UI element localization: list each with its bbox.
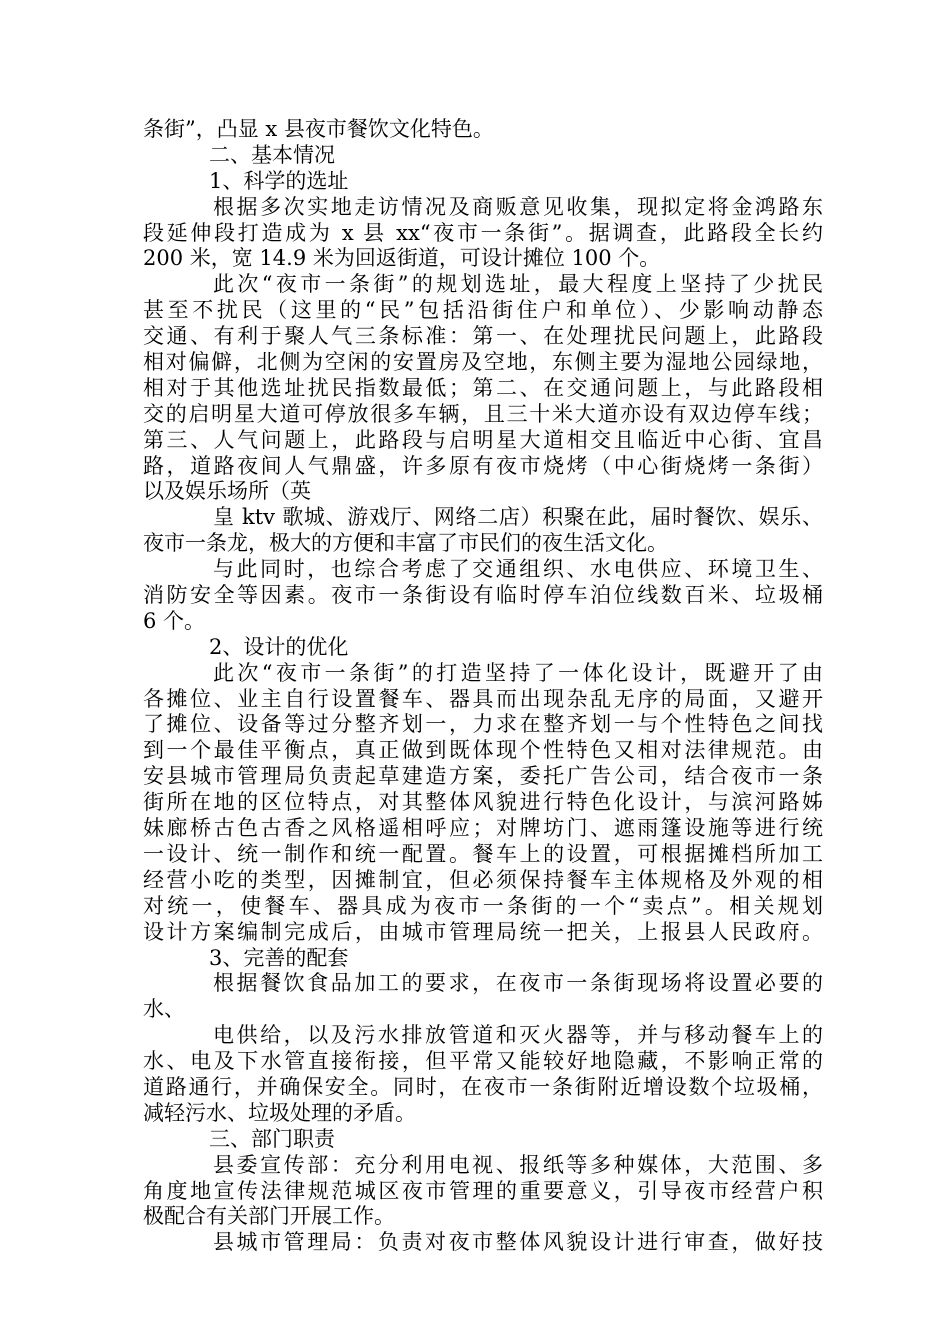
text-line: 到一个最佳平衡点，真正做到既体现个性特色又相对法律规范。由: [143, 738, 823, 763]
text-line: 减轻污水、垃圾处理的矛盾。: [143, 1100, 416, 1125]
text-line: 消防安全等因素。夜市一条街设有临时停车泊位线数百米、垃圾桶: [143, 583, 823, 608]
text-line: 角度地宣传法律规范城区夜市管理的重要意义，引导夜市经营户积: [143, 1178, 823, 1203]
document-page: [143, 117, 823, 1256]
text-line: 县委宣传部：充分利用电视、报纸等多种媒体，大范围、多: [213, 1152, 823, 1177]
text-line: 街所在地的区位特点，对其整体风貌进行特色化设计，与滨河路姊: [143, 790, 823, 815]
text-line: 极配合有关部门开展工作。: [143, 1204, 395, 1229]
text-line: 1、科学的选址: [209, 168, 349, 193]
text-line: 以及娱乐场所（英: [143, 479, 311, 504]
text-line: 路，道路夜间人气鼎盛，许多原有夜市烧烤（中心街烧烤一条街）: [143, 453, 823, 478]
text-line: 第三、人气问题上，此路段与启明星大道相交且临近中心街、宜昌: [143, 427, 823, 452]
text-line: 水、电及下水管直接衔接，但平常又能较好地隐藏，不影响正常的: [143, 1049, 823, 1074]
text-line: 此次“夜市一条街”的规划选址，最大程度上坚持了少扰民: [213, 272, 823, 297]
text-line: 妹廊桥古色古香之风格遥相呼应；对牌坊门、遮雨篷设施等进行统: [143, 816, 823, 841]
text-line: 条街”，凸显 x 县夜市餐饮文化特色。: [143, 117, 494, 141]
text-line: 根据多次实地走访情况及商贩意见收集，现拟定将金鸿路东: [213, 194, 823, 219]
text-line: 道路通行，并确保安全。同时，在夜市一条街附近增设数个垃圾桶，: [143, 1074, 823, 1099]
text-line: 二、基本情况: [209, 142, 335, 167]
text-line: 三、部门职责: [209, 1126, 335, 1151]
text-line: 设计方案编制完成后，由城市管理局统一把关，上报县人民政府。: [143, 919, 823, 944]
text-line: 交的启明星大道可停放很多车辆，且三十米大道亦设有双边停车线；: [143, 401, 823, 426]
text-line: 县城市管理局：负责对夜市整体风貌设计进行审查，做好技: [213, 1230, 823, 1255]
text-line: 与此同时，也综合考虑了交通组织、水电供应、环境卫生、: [213, 557, 823, 582]
text-line: 6 个。: [143, 608, 206, 633]
text-line: 经营小吃的类型，因摊制宜，但必须保持餐车主体规格及外观的相: [143, 867, 823, 892]
text-line: 皇 ktv 歌城、游戏厅、网络二店）积聚在此，届时餐饮、娱乐、: [213, 505, 823, 530]
text-line: 夜市一条龙，极大的方便和丰富了市民们的夜生活文化。: [143, 531, 668, 556]
text-line: 安县城市管理局负责起草建造方案，委托广告公司，结合夜市一条: [143, 764, 823, 789]
text-line: 段延伸段打造成为 x 县 xx“夜市一条街”。据调查，此路段全长约: [143, 220, 823, 245]
text-line: 对统一，使餐车、器具成为夜市一条街的一个“卖点”。相关规划: [143, 893, 823, 918]
text-line: 2、设计的优化: [209, 634, 349, 659]
text-line: 一设计、统一制作和统一配置。餐车上的设置，可根据摊档所加工: [143, 841, 823, 866]
text-line: 电供给，以及污水排放管道和灭火器等，并与移动餐车上的: [213, 1023, 823, 1048]
text-line: 甚至不扰民（这里的“民”包括沿街住户和单位）、少影响动静态: [143, 298, 823, 323]
text-line: 水、: [143, 997, 185, 1022]
text-line: 根据餐饮食品加工的要求，在夜市一条街现场将设置必要的: [213, 971, 823, 996]
text-line: 相对于其他选址扰民指数最低；第二、在交通问题上，与此路段相: [143, 375, 823, 400]
text-line: 此次“夜市一条街”的打造坚持了一体化设计，既避开了由: [213, 660, 823, 685]
text-line: 3、完善的配套: [209, 945, 349, 970]
text-line: 交通、有利于聚人气三条标准：第一、在处理扰民问题上，此路段: [143, 324, 823, 349]
document-body: [143, 117, 823, 1256]
text-line: 相对偏僻，北侧为空闲的安置房及空地，东侧主要为湿地公园绿地，: [143, 350, 823, 375]
text-line: 200 米，宽 14.9 米为回返街道，可设计摊位 100 个。: [143, 246, 661, 271]
text-line: 了摊位、设备等过分整齐划一，力求在整齐划一与个性特色之间找: [143, 712, 823, 737]
text-line: 各摊位、业主自行设置餐车、器具而出现杂乱无序的局面，又避开: [143, 686, 823, 711]
